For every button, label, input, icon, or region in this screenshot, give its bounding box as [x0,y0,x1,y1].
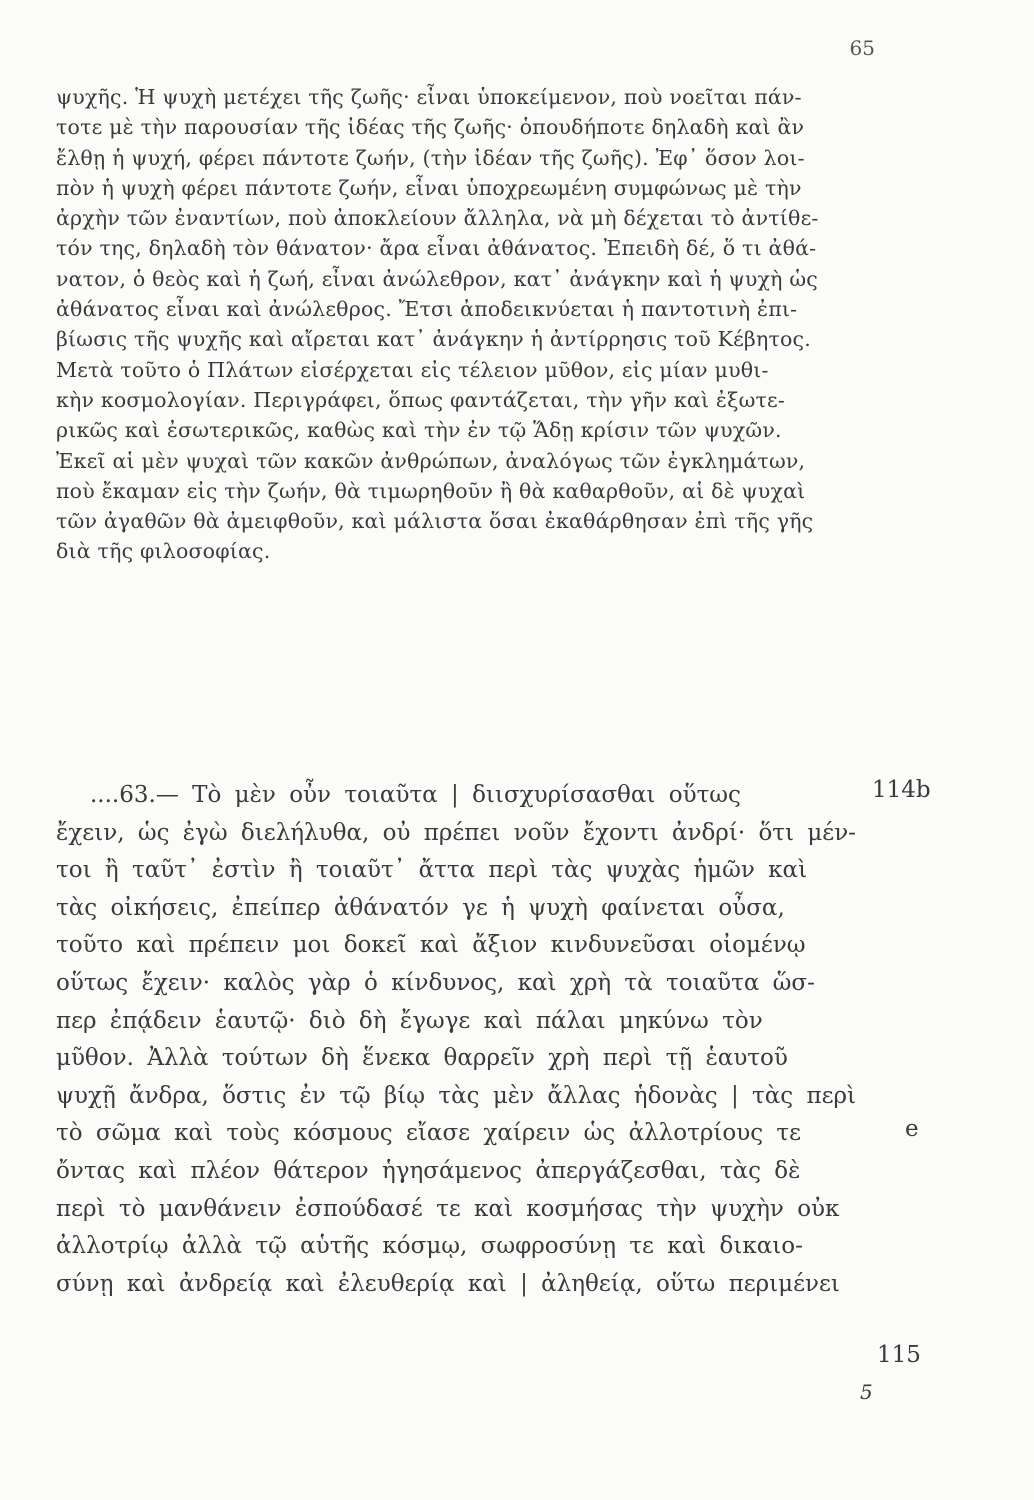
greek-line: σύνῃ καὶ ἀνδρείᾳ καὶ ἐλευθερίᾳ καὶ | ἀληθείᾳ, οὕτω περιμένει [56,1270,840,1297]
greek-line: περ ἐπᾴδειν ἑαυτῷ· διὸ δὴ ἔγωγε καὶ πάλαι μηκύνω τὸν [56,1007,763,1034]
page-number: 65 [849,36,875,60]
commentary-line: ἀθάνατος εἶναι καὶ ἀνώλεθρος. Ἔτσι ἀποδεικνύεται ἡ παντοτινὴ ἐπι- [56,297,798,322]
greek-line: τοῦτο καὶ πρέπειν μοι δοκεῖ καὶ ἄξιον κινδυνεῦσαι οἰομένῳ [56,932,806,959]
commentary-line: τοτε μὲ τὴν παρουσίαν τῆς ἰδέας τῆς ζωῆς· ὁπουδήποτε δηλαδὴ καὶ ἂν [56,115,805,140]
greek-line: ὄντας καὶ πλέον θάτερον ἡγησάμενος ἀπεργάζεσθαι, τὰς δὲ [56,1157,801,1184]
stephanus-marker: 115 [877,1342,921,1368]
commentary-line: τῶν ἀγαθῶν θὰ ἀμειφθοῦν, καὶ μάλιστα ὅσαι ἐκαθάρθησαν ἐπὶ τῆς γῆς [56,509,814,534]
commentary-line: ρικῶς καὶ ἐσωτερικῶς, καθὼς καὶ τὴν ἐν τῷ Ἅδῃ κρίσιν τῶν ψυχῶν. [56,418,782,443]
commentary-line: κὴν κοσμολογίαν. Περιγράφει, ὅπως φαντάζεται, τὴν γῆν καὶ ἐξωτε- [56,387,786,412]
commentary-line: Ἐκεῖ αἱ μὲν ψυχαὶ τῶν κακῶν ἀνθρώπων, ἀναλόγως τῶν ἐγκλημάτων, [56,448,806,473]
greek-line: περὶ τὸ μανθάνειν ἐσπούδασέ τε καὶ κοσμήσας τὴν ψυχὴν οὐκ [56,1195,840,1222]
greek-line: οὕτως ἔχειν· καλὸς γὰρ ὁ κίνδυνος, καὶ χρὴ τὰ τοιαῦτα ὥσ- [56,969,815,996]
greek-line: τοι ἢ ταῦτ᾿ ἐστὶν ἢ τοιαῦτ᾿ ἄττα περὶ τὰς ψυχὰς ἡμῶν καὶ [56,857,808,884]
commentary-line: Μετὰ τοῦτο ὁ Πλάτων εἰσέρχεται εἰς τέλειον μῦθον, εἰς μίαν μυθι- [56,357,769,382]
line-number-marker: 5 [860,1380,873,1404]
greek-line: τὸ σῶμα καὶ τοὺς κόσμους εἴασε χαίρειν ὡς ἀλλοτρίους τε [56,1120,802,1147]
greek-line: ....63.— Τὸ μὲν οὖν τοιαῦτα | διισχυρίσασθαι οὕτως [90,782,741,808]
commentary-line: ποὺ ἔκαμαν εἰς τὴν ζωήν, θὰ τιμωρηθοῦν ἢ θὰ καθαρθοῦν, αἱ δὲ ψυχαὶ [56,478,806,503]
greek-line: ἔχειν, ὡς ἐγὼ διελήλυθα, οὐ πρέπει νοῦν ἔχοντι ἀνδρί· ὅτι μέν- [56,819,856,846]
commentary-text [56,82,876,567]
commentary-line: πὸν ἡ ψυχὴ φέρει πάντοτε ζωήν, εἶναι ὑποχρεωμένη συμφώνως μὲ τὴν [56,175,802,200]
commentary-line: ἀρχὴν τῶν ἐναντίων, ποὺ ἀποκλείουν ἄλληλα, νὰ μὴ δέχεται τὸ ἀντίθε- [56,206,819,231]
commentary-line: διὰ τῆς φιλοσοφίας. [56,539,271,564]
greek-line: τὰς οἰκήσεις, ἐπείπερ ἀθάνατόν γε ἡ ψυχὴ φαίνεται οὖσα, [56,894,785,921]
commentary-line: τόν της, δηλαδὴ τὸν θάνατον· ἄρα εἶναι ἀθάνατος. Ἐπειδὴ δέ, ὅ τι ἀθά- [56,236,817,261]
greek-text [56,777,876,1303]
greek-line: ἀλλοτρίῳ ἀλλὰ τῷ αὑτῆς κόσμῳ, σωφροσύνῃ τε καὶ δικαιο- [56,1233,803,1260]
greek-line: ψυχῇ ἄνδρα, ὅστις ἐν τῷ βίῳ τὰς μὲν ἄλλας ἡδονὰς | τὰς περὶ [56,1082,857,1109]
stephanus-marker: 114b [872,777,931,803]
commentary-line: ψυχῆς. Ἡ ψυχὴ μετέχει τῆς ζωῆς· εἶναι ὑποκείμενον, ποὺ νοεῖται πάν- [56,85,802,109]
greek-line: μῦθον. Ἀλλὰ τούτων δὴ ἕνεκα θαρρεῖν χρὴ περὶ τῇ ἑαυτοῦ [56,1045,788,1072]
stephanus-marker: e [905,1116,919,1142]
commentary-line: βίωσις τῆς ψυχῆς καὶ αἴρεται κατ᾿ ἀνάγκην ἡ ἀντίρρησις τοῦ Κέβητος. [56,327,811,352]
commentary-line: ἔλθῃ ἡ ψυχή, φέρει πάντοτε ζωήν, (τὴν ἰδέαν τῆς ζωῆς). Ἐφ᾿ ὅσον λοι- [56,145,805,170]
commentary-line: νατον, ὁ θεὸς καὶ ἡ ζωή, εἶναι ἀνώλεθρον, κατ᾿ ἀνάγκην καὶ ἡ ψυχὴ ὡς [56,266,818,291]
